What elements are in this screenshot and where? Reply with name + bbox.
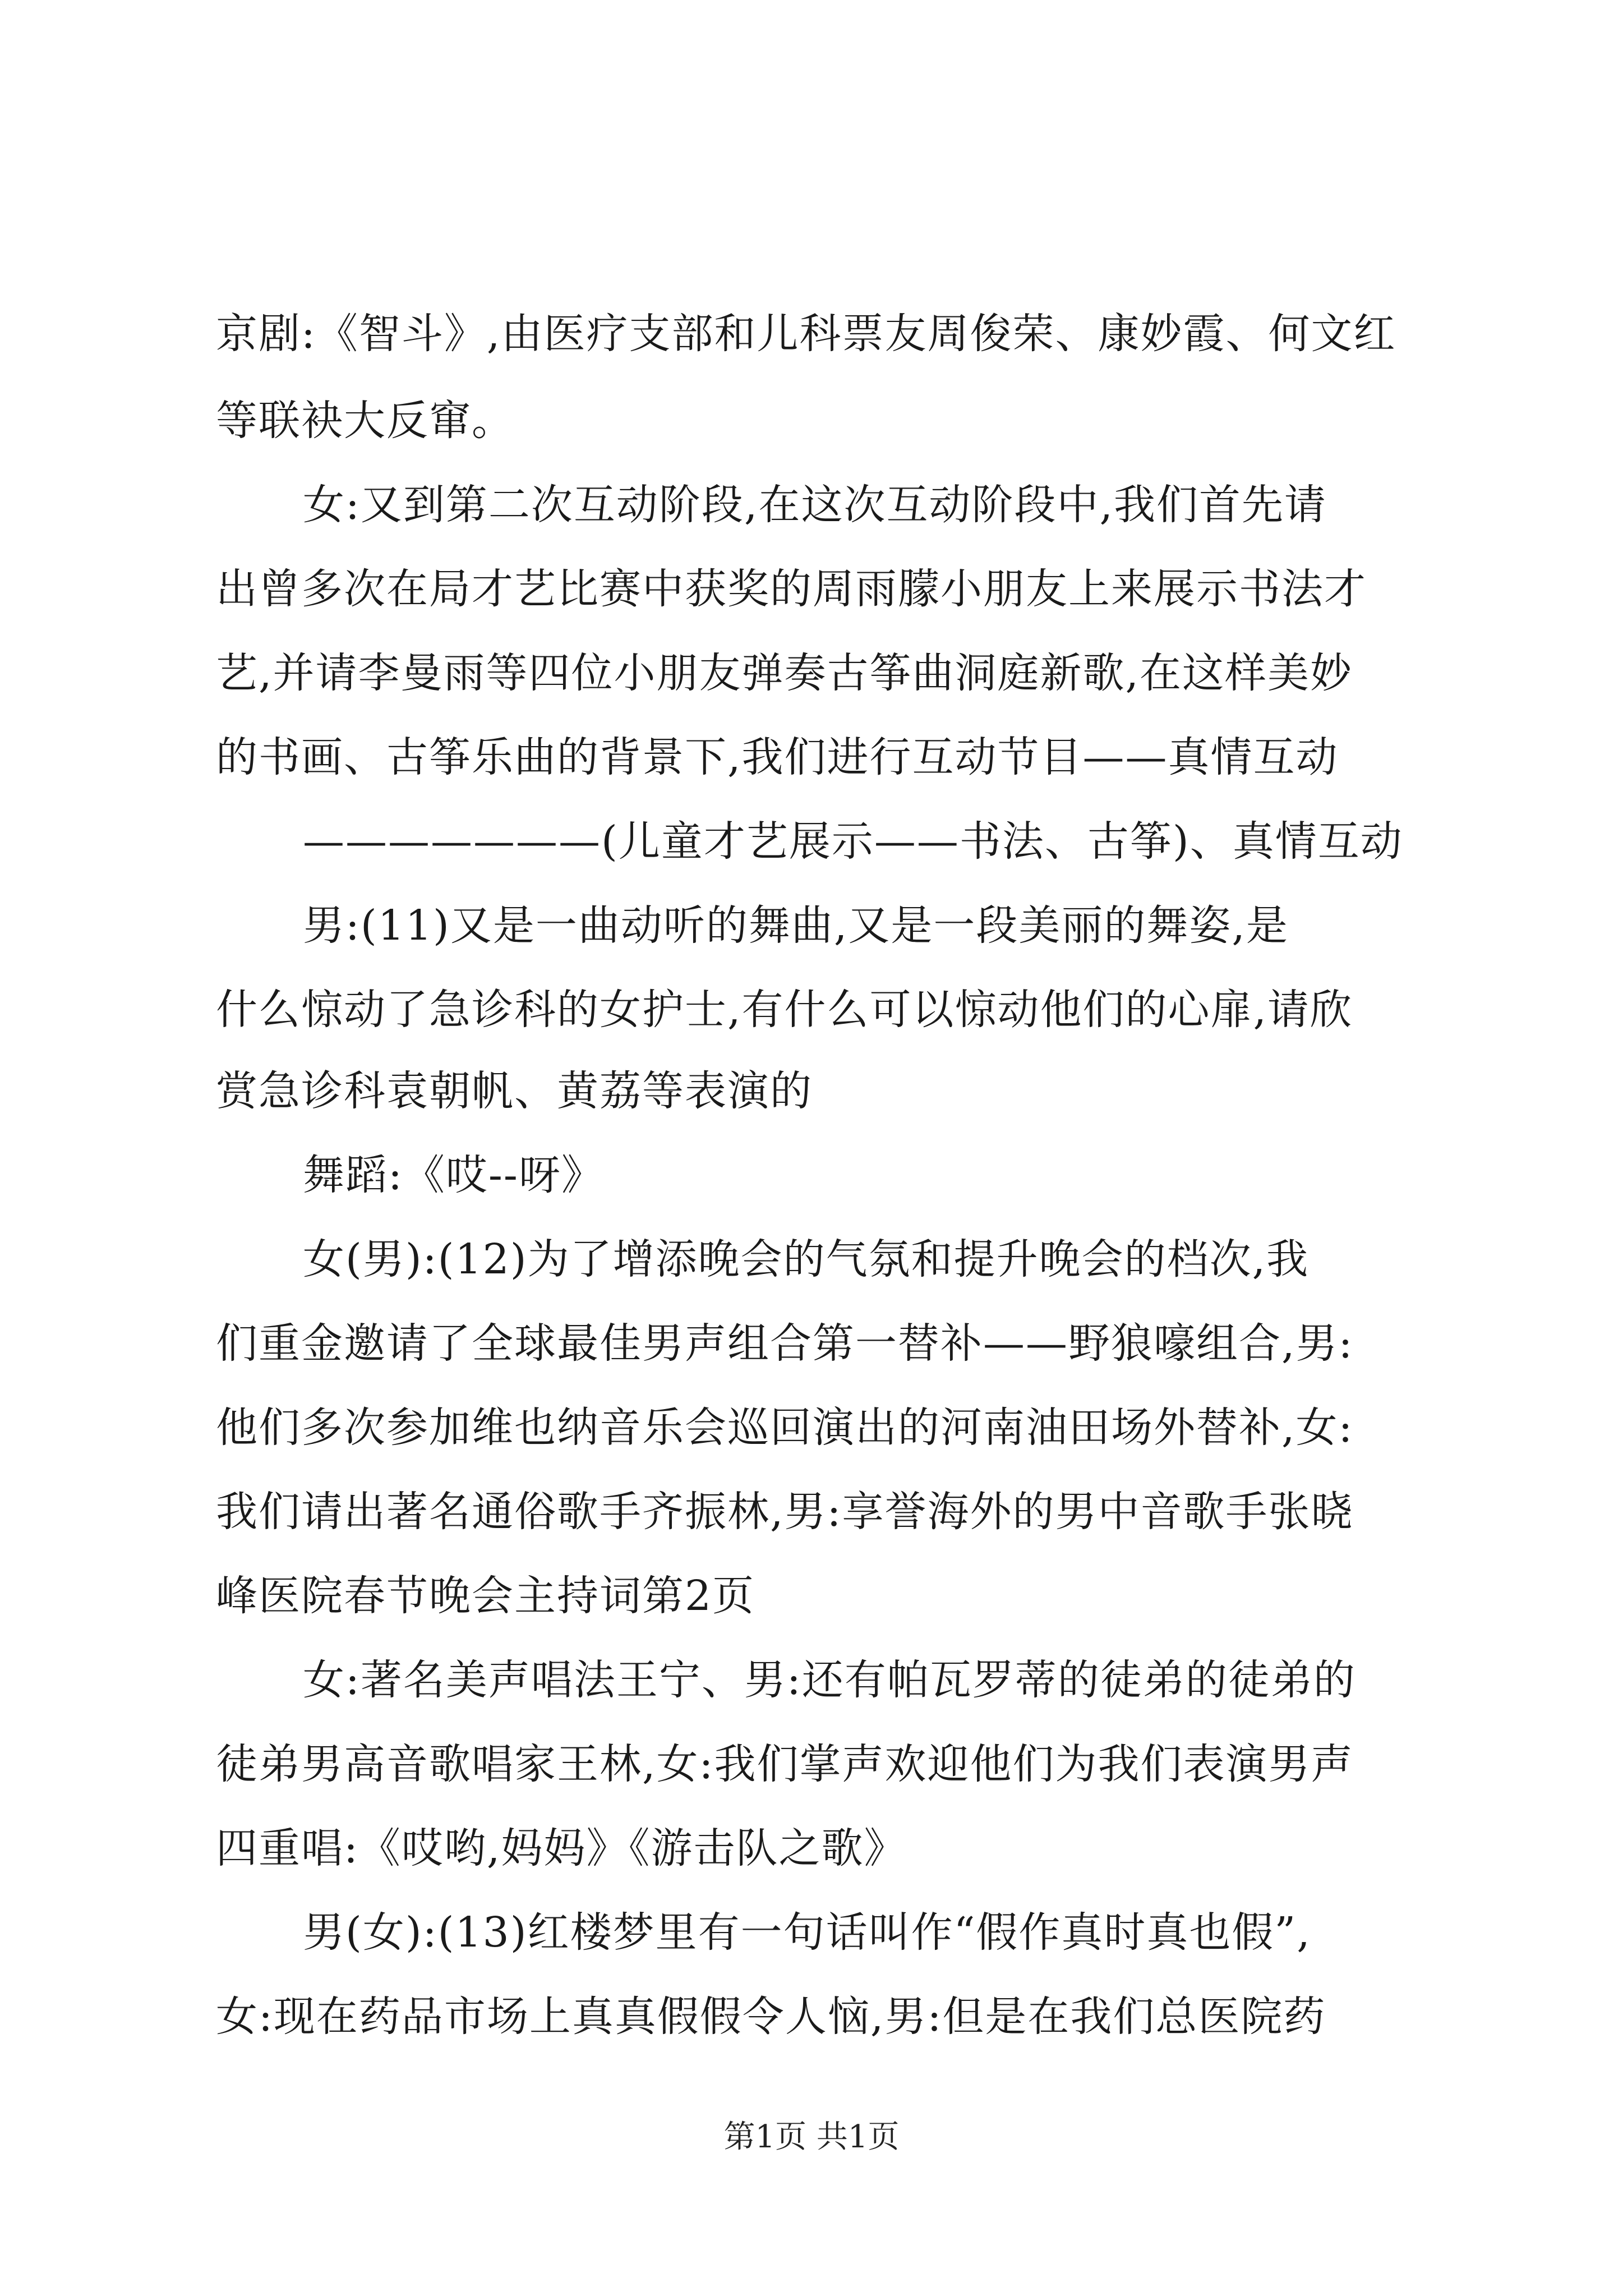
text-line-15: 我们请出著名通俗歌手齐振林,男:享誉海外的男中音歌手张晓 <box>216 1488 1354 1536</box>
text-line-17: 女:著名美声唱法王宁、男:还有帕瓦罗蒂的徒弟的徒弟的 <box>303 1656 1356 1704</box>
text-line-18: 徒弟男高音歌唱家王林,女:我们掌声欢迎他们为我们表演男声 <box>216 1740 1354 1788</box>
text-line-19: 四重唱:《哎哟,妈妈》《游击队之歌》 <box>216 1824 907 1872</box>
text-line-11: 舞蹈:《哎--呀》 <box>303 1151 604 1199</box>
text-line-21: 女:现在药品市场上真真假假令人恼,男:但是在我们总医院药 <box>216 1993 1326 2041</box>
text-line-16: 峰医院春节晚会主持词第2页 <box>216 1572 755 1620</box>
page-footer: 第1页 共1页 <box>723 2119 900 2155</box>
text-line-8: 男:(11)又是一曲动听的舞曲,又是一段美丽的舞姿,是 <box>303 901 1289 950</box>
text-line-9: 什么惊动了急诊科的女护士,有什么可以惊动他们的心扉,请欣 <box>216 986 1353 1034</box>
text-line-7: ———————(儿童才艺展示——书法、古筝)、真情互动 <box>303 817 1403 866</box>
text-line-12: 女(男):(12)为了增添晚会的气氛和提升晚会的档次,我 <box>303 1235 1310 1283</box>
text-line-3: 女:又到第二次互动阶段,在这次互动阶段中,我们首先请 <box>303 481 1327 529</box>
text-line-4: 出曾多次在局才艺比赛中获奖的周雨朦小朋友上来展示书法才 <box>216 565 1367 613</box>
text-line-2: 等联袂大反窜。 <box>216 397 514 445</box>
text-line-14: 他们多次参加维也纳音乐会巡回演出的河南油田场外替补,女: <box>216 1404 1354 1452</box>
text-line-6: 的书画、古筝乐曲的背景下,我们进行互动节目——真情互动 <box>216 733 1339 781</box>
text-line-13: 们重金邀请了全球最佳男声组合第一替补——野狼嚎组合,男: <box>216 1319 1354 1368</box>
text-line-5: 艺,并请李曼雨等四位小朋友弹奏古筝曲洞庭新歌,在这样美妙 <box>216 649 1353 697</box>
text-line-1: 京剧:《智斗》,由医疗支部和儿科票友周俊荣、康妙霞、何文红 <box>216 310 1396 358</box>
text-line-10: 赏急诊科袁朝帆、黄荔等表演的 <box>216 1067 813 1115</box>
text-line-20: 男(女):(13)红楼梦里有一句话叫作“假作真时真也假”, <box>303 1908 1311 1957</box>
